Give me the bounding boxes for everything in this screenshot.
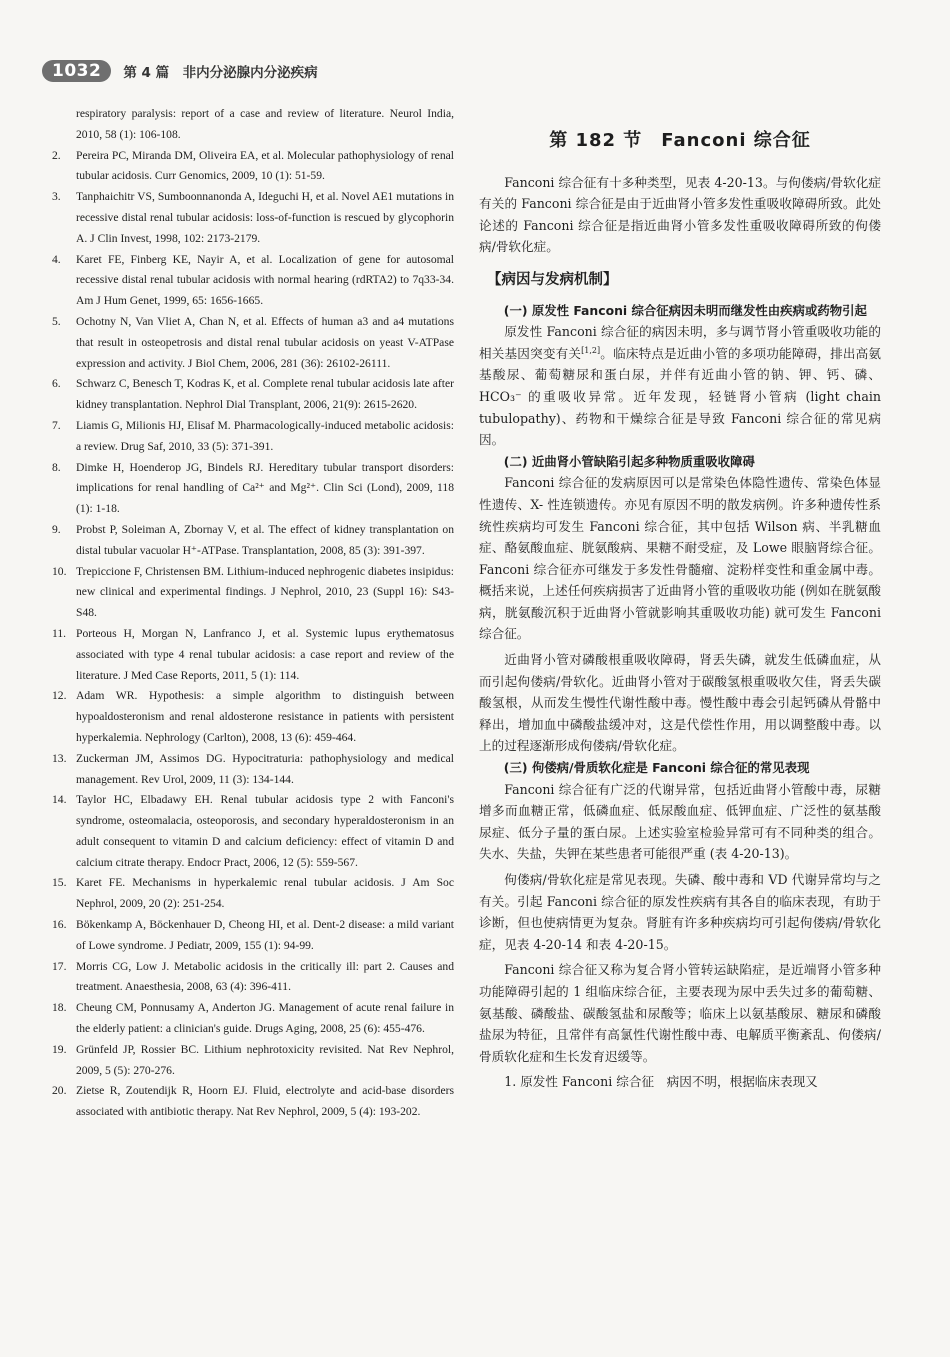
paragraph-2: Fanconi 综合征的发病原因可以是常染色体隐性遗传、常染色体显性遗传、X- 性连锁遗传。亦见有原因不明的散发病例。许多种遗传性系统性疾病均可发生 Fanconi 综合征，其中包括 Wilson 病、半乳糖血症、酪氨酸血症、胱氨酸病、果糖不耐受症，及 Lowe 眼脑肾综合征。Fanconi 综合征亦可继发于多发性骨髓瘤、淀粉样变性和重金属中毒。概括来说，上述任何疾病损害了近曲肾小管的重吸收功能 (例如在胱氨酸病，胱氨酸沉积于近曲肾小管就影响其重吸收功能) 就可发生 Fanconi 综合征。: [479, 475, 881, 642]
paragraph-1: 原发性 Fanconi 综合征的病因未明，多与调节肾小管重吸收功能的相关基因突变有关[1,2]。临床特点是近曲小管的多项功能障碍，排出高氨基酸尿、葡萄糖尿和蛋白尿，并伴有近曲小管的钠、钾、钙、磷、HCO₃⁻ 的重吸收异常。近年发现，轻链肾小管病 (light chain tubulopathy)、药物和干燥综合征是导致 Fanconi 综合征的常见病因。: [479, 324, 882, 448]
reference-list: [52, 104, 454, 1123]
reference-item: 4. Karet FE, Finberg KE, Nayir A, et al. Localization of gene for autosomal recessive distal renal tubular acidosis with normal hearing (rdRTA2) to 7q33-34. Am J Hum Genet, 1999, 65: 1656-1665.: [52, 252, 454, 308]
reference-item: 14. Taylor HC, Elbadawy EH. Renal tubular acidosis type 2 with Fanconi's syndrome, osteomalacia, osteoporosis, and secondary hyperaldosteronism in an adult consequent to vitamin D and calcium deficiency: effect of vitamin D and calcium citrate therapy. Endocr Pract, 2006, 12 (5): 559-567.: [52, 793, 454, 869]
reference-item: 5. Ochotny N, Van Vliet A, Chan N, et al. Effects of human a3 and a4 mutations that result in osteopetrosis and distal renal tubular acidosis on yeast V-ATPase expression and activity. J Biol Chem, 2006, 281 (36): 26102-26111.: [52, 314, 454, 370]
reference-item: 11. Porteous H, Morgan N, Lanfranco J, et al. Systemic lupus erythematosus associated with type 4 renal tubular acidosis: a case report and review of the literature. J Med Case Reports, 2011, 5 (1): 114.: [52, 626, 454, 682]
paragraph-7: 1. 原发性 Fanconi 综合征 病因不明，根据临床表现又: [504, 1074, 818, 1090]
reference-item: 16. Bökenkamp A, Böckenhauer D, Cheong HI, et al. Dent-2 disease: a mild variant of Lowe syndrome. J Pediatr, 2009, 155 (1): 94-99.: [52, 918, 454, 952]
paragraph-4: Fanconi 综合征有广泛的代谢异常，包括近曲肾小管酸中毒，尿糖增多而血糖正常，低磷血症、低尿酸血症、低钾血症、广泛性的氨基酸尿症、低分子量的蛋白尿。上述实验室检验异常可有不同种类的组合。失水、失盐，失钾在某些患者可能很严重 (表 4-20-13)。: [479, 781, 881, 862]
reference-item: 9. Probst P, Soleiman A, Zbornay V, et al. The effect of kidney transplantation on distal tubular vacuolar H⁺-ATPase. Transplantation, 2008, 85 (3): 391-397.: [52, 522, 454, 557]
paragraph-5: 佝偻病/骨软化症是常见表现。失磷、酸中毒和 VD 代谢异常均与之有关。引起 Fanconi 综合征的原发性疾病有其各自的临床表现，有助于诊断，但也使病情更为复杂。肾脏有许多种疾病均可引起佝偻病/骨软化症，见表 4-20-14 和表 4-20-15。: [479, 872, 881, 952]
reference-item: respiratory paralysis: report of a case and review of literature. Neurol India, 2010, 58 (1): 106-108.: [76, 107, 454, 141]
reference-item: 17. Morris CG, Low J. Metabolic acidosis in the critically ill: part 2. Causes and treatment. Anaesthesia, 2008, 63 (4): 396-411.: [52, 959, 454, 994]
reference-item: 15. Karet FE. Mechanisms in hyperkalemic renal tubular acidosis. J Am Soc Nephrol, 2009, 20 (2): 251-254.: [52, 876, 454, 911]
reference-item: 7. Liamis G, Milionis HJ, Elisaf M. Pharmacologically-induced metabolic acidosis: a review. Drug Saf, 2010, 33 (5): 371-391.: [52, 418, 454, 453]
page-header: [42, 58, 922, 84]
paragraph-6: Fanconi 综合征又称为复合肾小管转运缺陷症，是近端肾小管多种功能障碍引起的 1 组临床综合征，主要表现为尿中丢失过多的葡萄糖、氨基酸、磷酸盐、碳酸氢盐和尿酸等；临床上以氨基酸尿、糖尿和磷酸盐尿为特征，且常伴有高氯性代谢性酸中毒、电解质平衡紊乱、佝偻病/骨质软化症和生长发育迟缓等。: [479, 962, 881, 1064]
page-number-badge: 1032: [42, 60, 111, 82]
subheading-3: (三) 佝偻病/骨质软化症是 Fanconi 综合征的常见表现: [503, 760, 810, 776]
reference-item: 20. Zietse R, Zoutendijk R, Hoorn EJ. Fluid, electrolyte and acid-base disorders associated with antibiotic therapy. Nat Rev Nephrol, 2009, 5 (4): 193-202.: [52, 1084, 454, 1119]
subheading-2: (二) 近曲肾小管缺陷引起多种物质重吸收障碍: [503, 453, 755, 469]
reference-item: 8. Dimke H, Hoenderop JG, Bindels RJ. Hereditary tubular transport disorders: implications for renal handling of Ca²⁺ and Mg²⁺. Clin Sci (Lond), 2009, 118 (1): 1-18.: [52, 460, 454, 516]
reference-item: 12. Adam WR. Hypothesis: a simple algorithm to distinguish between hypoaldosteronism and renal aldosterone resistance in patients with persistent hyperkalemia. Nephrology (Carlton), 2008, 13 (6): 459-464.: [52, 689, 454, 744]
intro-paragraph: Fanconi 综合征有十多种类型，见表 4-20-13。与佝偻病/骨软化症有关的 Fanconi 综合征是由于近曲肾小管多发性重吸收障碍所致。此处论述的 Fanconi 综合征是指近曲肾小管多发性重吸收障碍所致的佝偻病/骨软化症。: [479, 174, 881, 255]
section-title: 第 182 节 Fanconi 综合征: [549, 130, 811, 151]
subheading-1: (一) 原发性 Fanconi 综合征病因未明而继发性由疾病或药物引起: [503, 302, 867, 318]
reference-item: 6. Schwarz C, Benesch T, Kodras K, et al. Complete renal tubular acidosis late after kidney transplantation. Nephrol Dial Transplant, 2006, 21(9): 2615-2620.: [52, 377, 454, 412]
section-heading: 【病因与发病机制】: [487, 271, 618, 288]
reference-item: 13. Zuckerman JM, Assimos DG. Hypocitraturia: pathophysiology and medical management. Rev Urol, 2009, 11 (3): 134-144.: [52, 751, 454, 786]
reference-item: 2. Pereira PC, Miranda DM, Oliveira EA, et al. Molecular pathophysiology of renal tubular acidosis. Curr Genomics, 2009, 10 (1): 51-59.: [52, 148, 454, 183]
main-article: [479, 118, 881, 1093]
reference-item: 18. Cheung CM, Ponnusamy A, Anderton JG. Management of acute renal failure in the elderly patient: a clinician's guide. Drugs Aging, 2008, 25 (6): 455-476.: [52, 1001, 454, 1036]
citation: [1,2]: [581, 345, 601, 355]
running-head-title: 第 4 篇 非内分泌腺内分泌疾病: [123, 65, 318, 81]
reference-item: 3. Tanphaichitr VS, Sumboonnanonda A, Ideguchi H, et al. Novel AE1 mutations in recessive distal renal tubular acidosis: loss-of-function is rescued by glycophorin A. J Clin Invest, 1998, 102: 2173-2179.: [52, 190, 454, 245]
reference-item: 10. Trepiccione F, Christensen BM. Lithium-induced nephrogenic diabetes insipidus: new clinical and experimental findings. J Nephrol, 2010, 23 (Suppl 16): S43-S48.: [52, 564, 454, 620]
paragraph-3: 近曲肾小管对磷酸根重吸收障碍，肾丢失磷，就发生低磷血症，从而引起佝偻病/骨软化。近曲肾小管对于碳酸氢根重吸收欠佳，肾丢失碳酸氢根，从而发生慢性代谢性酸中毒。慢性酸中毒会引起钙磷从骨骼中释出，增加血中磷酸盐缓冲对，这是代偿性作用，用以调整酸中毒。以上的过程逐渐形成佝偻病/骨软化症。: [479, 652, 881, 754]
reference-item: 19. Grünfeld JP, Rossier BC. Lithium nephrotoxicity revisited. Nat Rev Nephrol, 2009, 5 (5): 270-276.: [52, 1042, 454, 1077]
